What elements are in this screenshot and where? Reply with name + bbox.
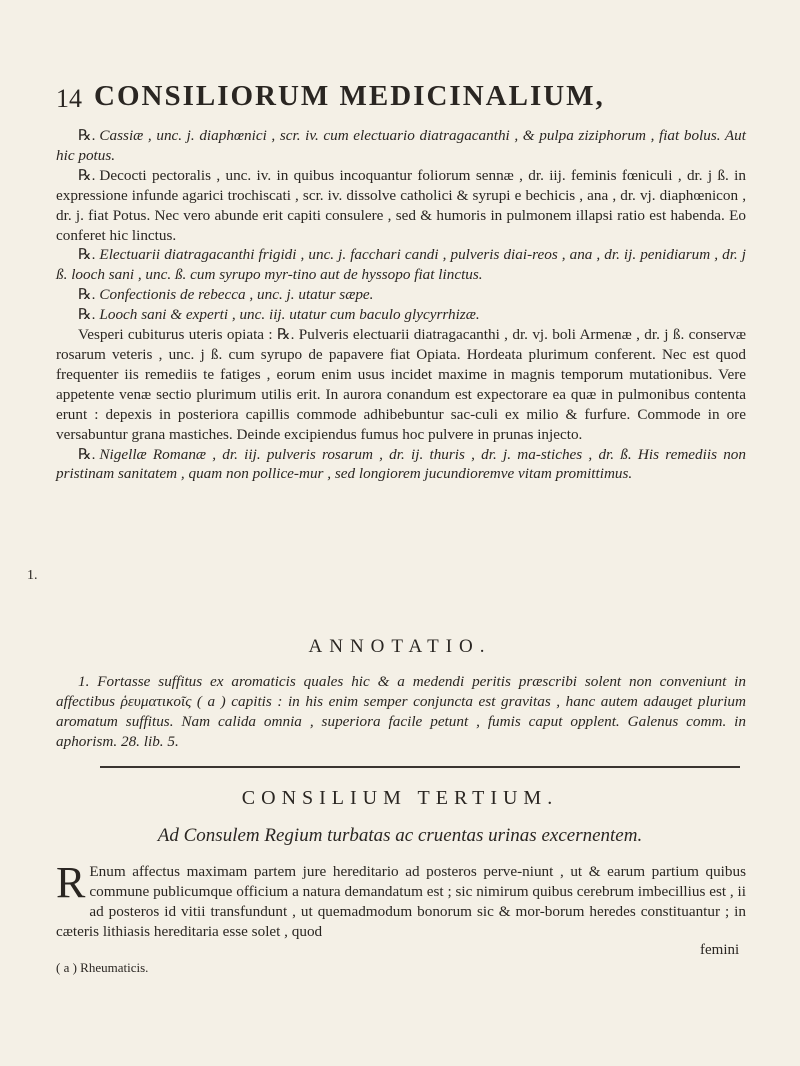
section-divider	[100, 766, 740, 768]
running-title: CONSILIORUM MEDICINALIUM,	[94, 80, 605, 112]
prescription-paragraph: ℞. Cassiæ , unc. j. diaphœnici , scr. iv. cum electuario diatragacanthi , & pulpa ziziphorum , fiat bolus. Aut hic potus.	[56, 127, 746, 164]
running-header	[56, 80, 746, 120]
vesperi-paragraph: Vesperi cubiturus uteris opiata : ℞. Pulveris electuarii diatragacanthi , dr. vj. boli Armenæ , dr. j ß. conservæ rosarum veteris , unc. j ß. cum syrupo de papavere fiat Opiata. Hordeata plurimum conferent. Nec est quod frequenter iis remediis te fatiges , eorum enim usus incidet maxime in magnis temporum mutationibus. Vere appetente venæ sectio plurimum utilis erit. In aurora conandum est expectorare ea quæ in pulmonibus contenta erunt : depexis in posteriora capillis commode adhibebuntur sac-culi ex milio & furfure. Commode in ore versabuntur grana mastiches. Deinde excipiendus fumus hoc pulvere in prunas injecto.	[56, 326, 746, 443]
recipe-symbol: ℞.	[78, 127, 96, 144]
catchword: femini	[700, 942, 740, 958]
annotatio-heading: ANNOTATIO.	[308, 636, 492, 657]
prescription-paragraph: ℞. Decocti pectoralis , unc. iv. in quibus incoquantur foliorum sennæ , dr. iij. feminis fœniculi , dr. j ß. in expressione infunde agarici trochiscati , scr. iv. dissolve catholici & syrupi e bechicis , ana , dr. vj. diaphœnicon , dr. j. fiat Potus. Nec vero abunde erit capiti consulere , sed & humoris in pulmonem illapsi ratio est habenda. Eo conferet hic linctus.	[56, 166, 746, 244]
recipe-symbol: ℞.	[78, 166, 96, 184]
recipe-symbol: ℞.	[78, 246, 96, 264]
recipe-symbol: ℞.	[78, 286, 96, 304]
footnote: ( a ) Rheumaticis.	[56, 960, 149, 975]
prescriptions-block	[56, 126, 746, 484]
consilium-block	[56, 858, 746, 942]
prescription-paragraph: ℞. Looch sani & experti , unc. iij. utatur cum baculo glycyrrhizæ.	[78, 306, 480, 324]
consilium-heading: CONSILIUM TERTIUM.	[241, 787, 559, 809]
margin-note-number: 1.	[27, 568, 38, 583]
recipe-symbol: ℞.	[78, 445, 96, 463]
nigellae-paragraph: ℞. Nigellæ Romanæ , dr. iij. pulveris rosarum , dr. ij. thuris , dr. j. ma-stiches , dr. ß. His remediis non pristinam sanitatem , quam non pollice-mur , sed longiorem jucundioremve vitam promittimus.	[56, 445, 746, 483]
annotatio-block	[56, 672, 746, 752]
annotatio-text: 1. Fortasse suffitus ex aromaticis quales hic & a medendi peritis præscribi solent non conveniunt in affectibus ῥευματικοῖς ( a ) capitis : in his enim semper conjuncta est gravitas , hanc autem adauget plurium aromatum suffitus. Nam calida omnia , superiora facile petunt , fumis caput opplent. Galenus comm. in aphorism. 28. lib. 5.	[56, 673, 746, 750]
prescription-paragraph: ℞. Confectionis de rebecca , unc. j. utatur sæpe.	[78, 286, 374, 304]
drop-cap: R	[56, 858, 86, 907]
recipe-symbol: ℞.	[78, 306, 96, 324]
prescription-paragraph: ℞. Electuarii diatragacanthi frigidi , unc. j. facchari candi , pulveris diai-reos , ana , dr. ij. penidiarum , dr. j ß. looch sani , unc. ß. cum syrupo myr-tino aut de hyssopo fiat linctus.	[56, 246, 746, 284]
consilium-text-paragraph: R Enum affectus maximam partem jure hereditario ad posteros perve-niunt , ut & earum partium quibus commune publicumque officium a natura demandatum est ; sic nimirum quibus cerebrum imbecillius est , ii ad posteros id vitii transfundunt , ut quemadmodum bonorum sic & mor-borum heredes constituantur ; in cæteris lithiasis hereditaria esse solet , quod	[56, 858, 746, 940]
consilium-subheading: Ad Consulem Regium turbatas ac cruentas urinas excernentem.	[157, 825, 643, 846]
page-number: 14	[56, 84, 82, 113]
